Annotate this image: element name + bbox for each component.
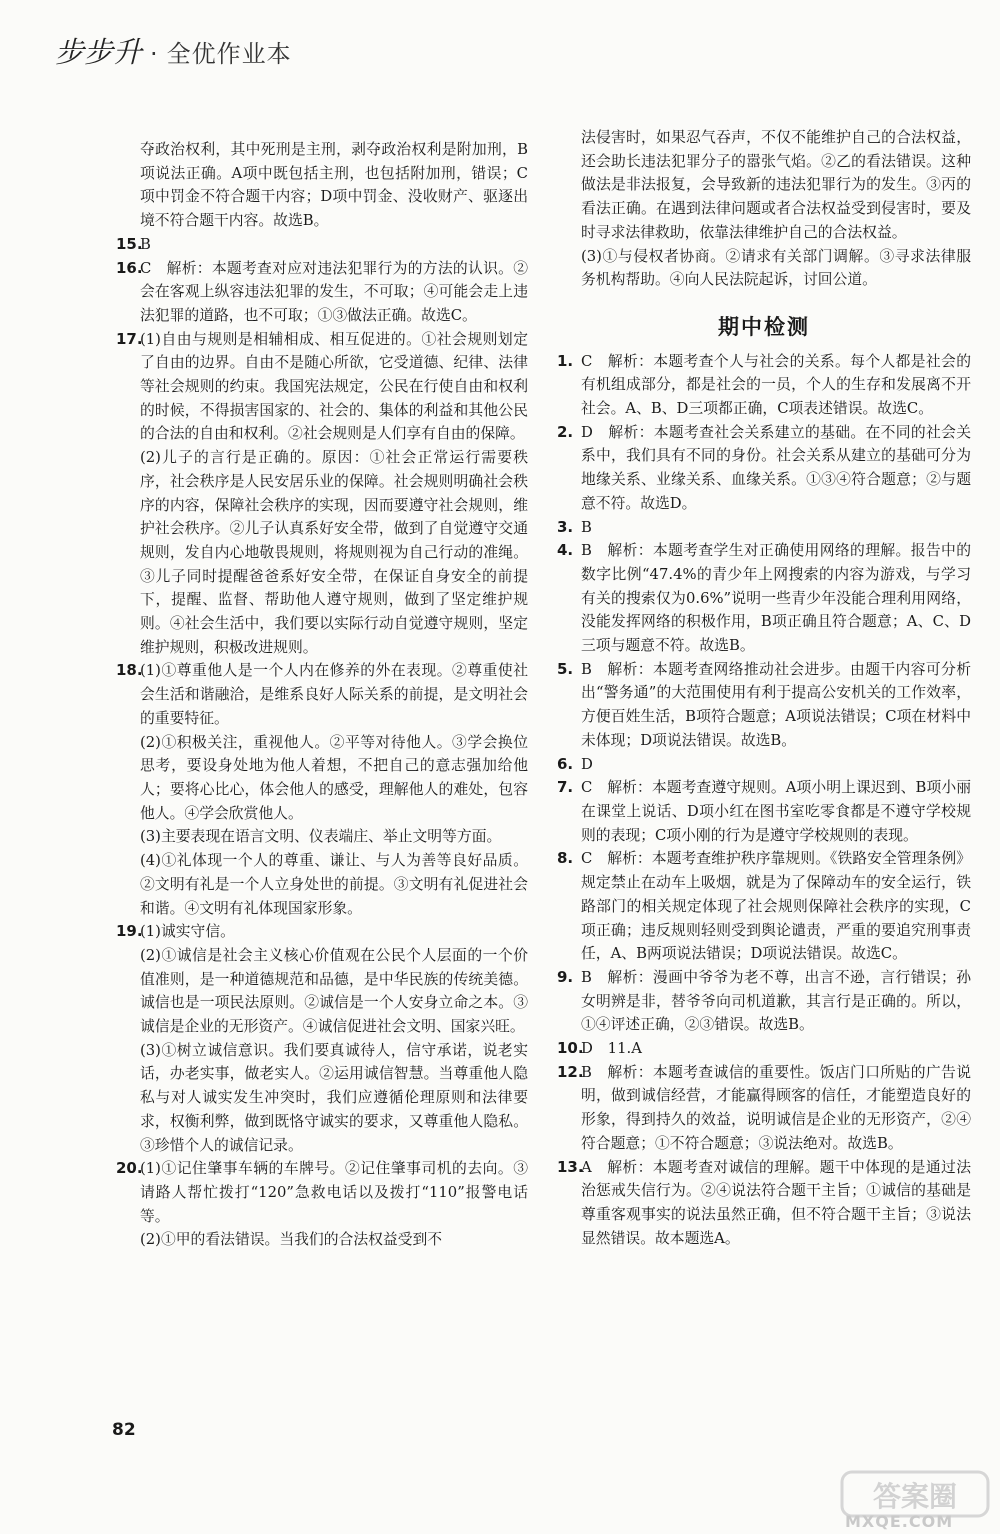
answer-text: B 解析：本题考查网络推动社会进步。由题干内容可分析出“警务通”的大范围使用有利于提高公安机关的工作效率，方便百姓生活，B项符合题意；A项说法错误；C项在材料中未体现；D项说法错误。故选B。 (581, 660, 971, 749)
answer-text: (2)①甲的看法错误。当我们的合法权益受到不 (140, 1231, 443, 1249)
answer-item (557, 1156, 971, 1251)
answer-text: A 解析：本题考查对诚信的理解。题干中体现的是通过法治惩戒失信行为。②④说法符合题干主旨；①诚信的基础是尊重客观事实的说法虽然正确，但不符合题干主旨；③说法显然错误。故本题选A。 (581, 1158, 971, 1247)
answer-text: C 解析：本题考查对应对违法犯罪行为的方法的认识。②会在客观上纵容违法犯罪的发生，不可取；④可能会走上违法犯罪的道路，也不可取；①③做法正确。故选C。 (140, 259, 528, 324)
question-number: 1. (557, 351, 574, 370)
answer-text: (1)诚实守信。 (140, 923, 235, 941)
question-number: 15. (116, 234, 143, 253)
answer-text: D (581, 755, 593, 773)
answer-item (116, 257, 528, 328)
answer-item (557, 350, 971, 421)
answer-text: (2)①积极关注，重视他人。②平等对待他人。③学会换位思考，要设身处地为他人着想，不把自己的意志强加给他人；要将心比心，体会他人的感受，理解他人的难处，包容他人。④学会欣赏他人。 (140, 733, 528, 822)
question-number: 13. (557, 1157, 584, 1176)
answer-text: C 解析：本题考查个人与社会的关系。每个人都是社会的有机组成部分，都是社会的一员，个人的生存和发展离不开社会。A、B、D三项都正确，C项表述错误。故选C。 (581, 352, 971, 418)
answer-text: (1)①尊重他人是一个人内在修养的外在表现。②尊重使社会生活和谐融洽，是维系良好人际关系的前提，是文明社会的重要特征。 (140, 662, 528, 727)
answer-text: C 解析：本题考查维护秩序靠规则。《铁路安全管理条例》规定禁止在动车上吸烟，就是为了保障动车的安全运行，铁路部门的相关规定体现了社会规则保障社会秩序的实现，C项正确；违反规则轻则受到舆论谴责，严重的要追究刑事责任，A、B两项说法错误；D项说法错误。故选C。 (581, 850, 971, 963)
answer-text: B 解析：漫画中爷爷为老不尊，出言不逊，言行错误；孙女明辨是非，替爷爷向司机道歉，其言行是正确的。所以，①④评述正确，②③错误。故选B。 (581, 968, 971, 1034)
page-header (55, 30, 292, 70)
question-number: 18. (116, 661, 143, 680)
answer-text: B 解析：本题考查诚信的重要性。饭店门口所贴的广告说明，做到诚信经营，才能赢得顾客的信任，才能塑造良好的形象，得到持久的效益，说明诚信是企业的无形资产，②④符合题意；①不符合题意；③说法绝对。故选B。 (581, 1063, 971, 1152)
answer-text: (4)①礼体现一个人的尊重、谦让、与人为善等良好品质。②文明有礼是一个人立身处世的前提。③文明有礼促进社会和谐。④文明有礼体现国家形象。 (140, 852, 528, 917)
question-number: 19. (116, 922, 143, 941)
answer-text: 夺政治权利，其中死刑是主刑，剥夺政治权利是附加刑，B项说法正确。A项中既包括主刑，也包括附加刑，错误；C项中罚金不符合题干内容；D项中罚金、没收财产、驱逐出境不符合题干内容。故选B。 (140, 141, 528, 230)
answer-item (116, 1039, 528, 1158)
answer-text: (1)自由与规则是相辅相成、相互促进的。①社会规则划定了自由的边界。自由不是随心所欲，它受道德、纪律、法律等社会规则的约束。我国宪法规定，公民在行使自由和权利的时候，不得损害国家的、社会的、集体的利益和其他公民的合法的自由和权利。②社会规则是人们享有自由的保障。 (140, 330, 528, 443)
answer-item (116, 920, 528, 944)
answer-text: (3)①树立诚信意识。我们要真诚待人，信守承诺，说老实话，办老实事，做老实人。②运用诚信智慧。当尊重他人隐私与对人诚实发生冲突时，我们应遵循伦理原则和法律要求，权衡利弊，做到既恪守诚实的要求，又尊重他人隐私。③珍惜个人的诚信记录。 (140, 1041, 528, 1154)
question-number: 17. (116, 329, 143, 348)
answer-text: D 解析：本题考查社会关系建立的基础。在不同的社会关系中，我们具有不同的身份。社会关系从建立的基础可分为地缘关系、业缘关系、血缘关系。①③④符合题意；②与题意不符。故选D。 (581, 423, 971, 512)
answer-item (116, 1157, 528, 1228)
watermark-logo-text: 答案圈 (872, 1480, 958, 1513)
answer-item (116, 446, 528, 659)
answer-text: (3)主要表现在语言文明、仪表端庄、举止文明等方面。 (140, 828, 502, 846)
question-number: 12. (557, 1062, 584, 1081)
answer-text: D 11.A (581, 1040, 642, 1058)
answer-item (557, 516, 971, 540)
left-column (116, 138, 528, 1252)
answer-text: B (140, 235, 151, 253)
answer-text: (3)①与侵权者协商。②请求有关部门调解。③寻求法律服务机构帮助。④向人民法院起诉，讨回公道。 (581, 247, 971, 289)
question-number: 8. (557, 849, 574, 868)
answer-text: C 解析：本题考查遵守规则。A项小明上课迟到、B项小丽在课堂上说话、D项小红在图书室吃零食都是不遵守学校规则的表现；C项小刚的行为是遵守学校规则的表现。 (581, 779, 971, 844)
answer-text: B 解析：本题考查学生对正确使用网络的理解。报告中的数字比例“47.4%的青少年上网搜索的内容为游戏，与学习有关的搜索仅为0.6%”说明一些青少年没能合理利用网络，没能发挥网络的积极作用，B项正确且符合题意；A、C、D三项与题意不符。故选B。 (581, 542, 971, 655)
answer-item (557, 966, 971, 1037)
answer-item (557, 539, 971, 658)
header-separator: · (150, 40, 159, 68)
answer-item (557, 421, 971, 516)
answer-item (557, 126, 971, 245)
answer-text: (1)①记住肇事车辆的车牌号。②记住肇事司机的去向。③请路人帮忙拨打“120”急救电话以及拨打“110”报警电话等。 (140, 1160, 528, 1225)
answer-item (116, 825, 528, 849)
answer-item (557, 658, 971, 753)
answer-item (116, 1228, 528, 1252)
answer-item (557, 776, 971, 847)
question-number: 4. (557, 541, 574, 560)
watermark-site: MXQE.COM (845, 1512, 954, 1531)
right-column (557, 126, 971, 1250)
question-number: 20. (116, 1159, 143, 1178)
right-column-bottom (557, 350, 971, 1251)
question-number: 10. (557, 1039, 584, 1058)
right-column-top (557, 126, 971, 292)
header-subtitle: 全优作业本 (166, 40, 292, 68)
question-number: 6. (557, 754, 574, 773)
answer-item (116, 944, 528, 1039)
answer-item (116, 233, 528, 257)
brand-logo: 步步升 (55, 35, 143, 69)
answer-item (557, 1061, 971, 1156)
answer-item (116, 849, 528, 920)
answer-item (557, 1037, 971, 1061)
answer-text: 法侵害时，如果忍气吞声，不仅不能维护自己的合法权益，还会助长违法犯罪分子的嚣张气焰。②乙的看法错误。这种做法是非法报复，会导致新的违法犯罪行为的发生。③丙的看法正确。在遇到法律问题或者合法权益受到侵害时，要及时寻求法律救助，依靠法律维护自己的合法权益。 (581, 129, 971, 241)
answer-item (557, 847, 971, 966)
section-title: 期中检测 (718, 314, 810, 339)
answer-text: (2)儿子的言行是正确的。原因：①社会正常运行需要秩序，社会秩序是人民安居乐业的保障。社会规则明确社会秩序的内容，保障社会秩序的实现，因而要遵守社会规则，维护社会秩序。②儿子认真系好安全带，做到了自觉遵守交通规则，发自内心地敬畏规则，将规则视为自己行动的准绳。③儿子同时提醒爸爸系好安全带，在保证自身安全的前提下，提醒、监督、帮助他人遵守规则，做到了坚定维护规则。④社会生活中，我们要以实际行动自觉遵守规则，坚定维护规则，积极改进规则。 (140, 449, 528, 656)
answer-item (557, 245, 971, 292)
question-number: 5. (557, 659, 574, 678)
answer-item (557, 753, 971, 777)
answer-item (116, 659, 528, 730)
question-number: 16. (116, 258, 143, 277)
answer-text: B (581, 518, 592, 536)
page-number: 82 (112, 1420, 136, 1440)
question-number: 9. (557, 967, 574, 986)
answer-item (116, 138, 528, 233)
answer-item (116, 328, 528, 447)
question-number: 7. (557, 778, 574, 797)
question-number: 3. (557, 517, 574, 536)
answer-text: (2)①诚信是社会主义核心价值观在公民个人层面的一个价值准则，是一种道德规范和品德，是中华民族的传统美德。诚信也是一项民法原则。②诚信是一个人安身立命之本。③诚信是企业的无形资产。④诚信促进社会文明、国家兴旺。 (140, 946, 528, 1036)
question-number: 2. (557, 422, 574, 441)
answer-item (116, 731, 528, 826)
